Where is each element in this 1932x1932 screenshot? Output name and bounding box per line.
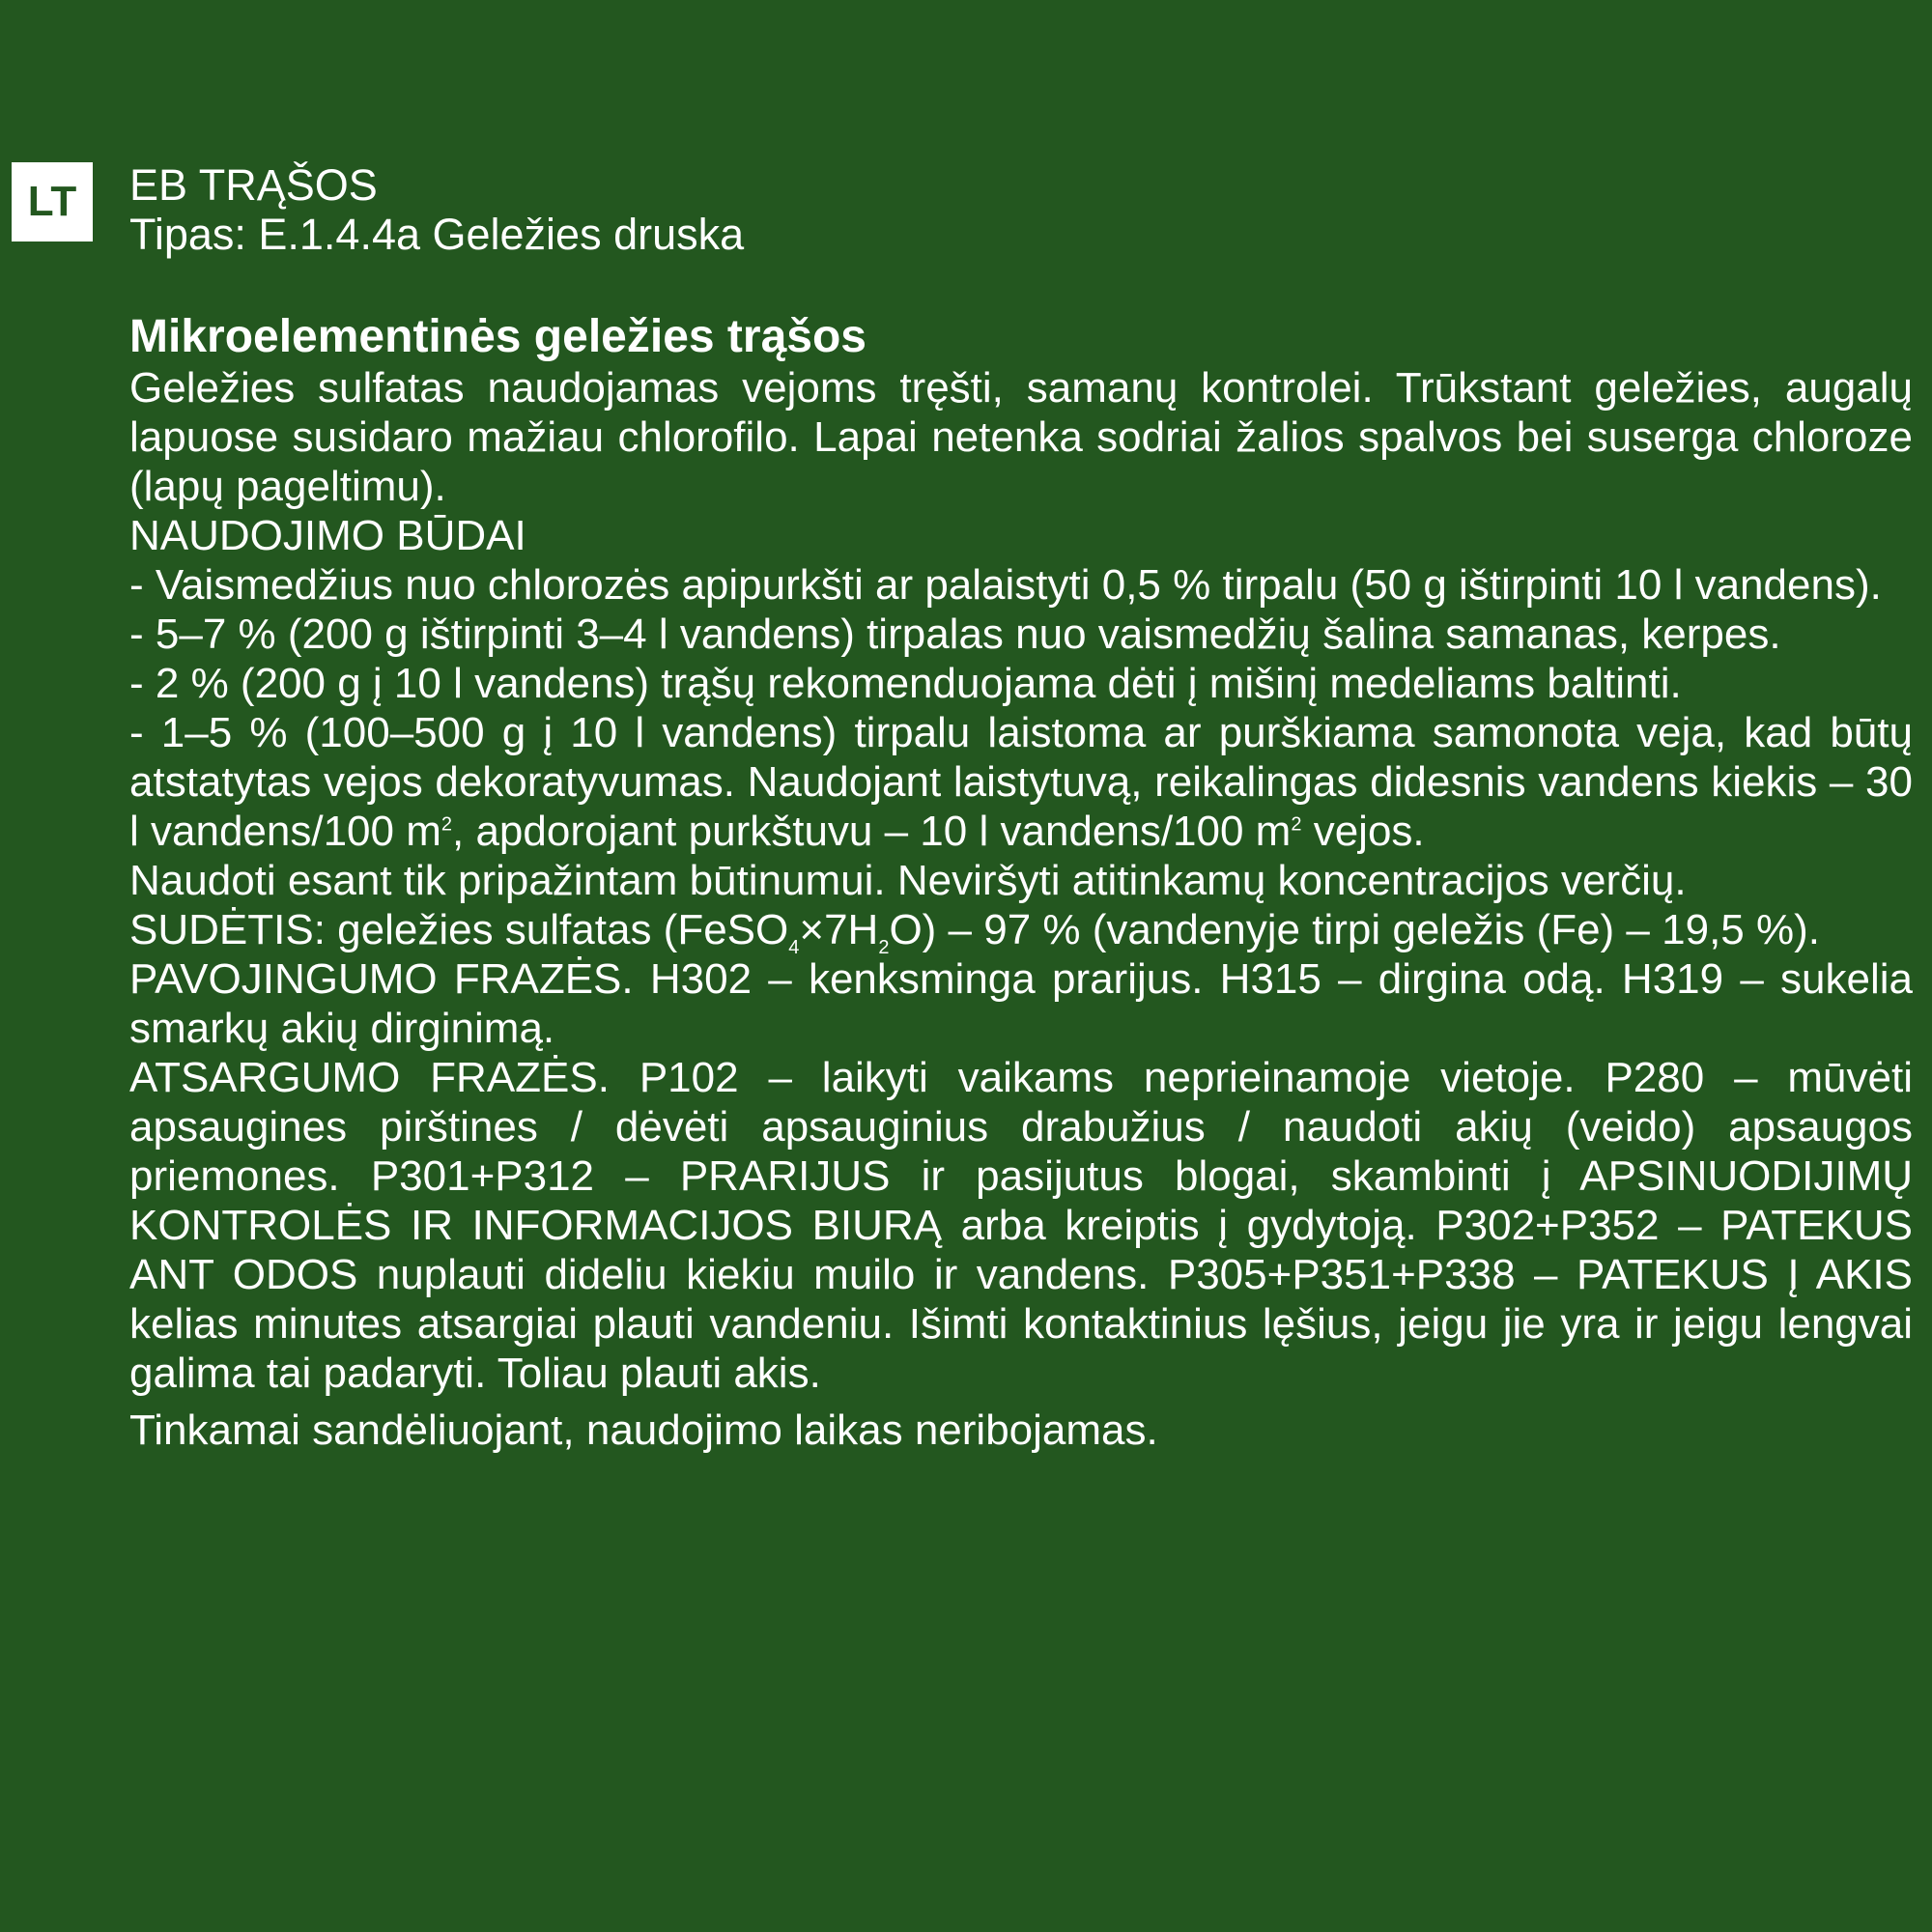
- usage-item: - Vaismedžius nuo chlorozės apipurkšti ar palaistyti 0,5 % tirpalu (50 g ištirpinti 10 l vandens).: [129, 561, 1882, 609]
- fertilizer-category: EB TRĄŠOS: [129, 160, 378, 210]
- label-header: [129, 160, 744, 259]
- usage-heading: NAUDOJIMO BŪDAI: [129, 512, 526, 559]
- label-content: [129, 311, 1913, 1455]
- usage-item: - 2 % (200 g į 10 l vandens) trąšų rekomenduojama dėti į mišinį medeliams baltinti.: [129, 660, 1682, 707]
- composition-text: ×7H: [799, 906, 879, 953]
- superscript: 2: [1291, 813, 1302, 836]
- storage-note: Tinkamai sandėliuojant, naudojimo laikas neribojamas.: [129, 1406, 1158, 1454]
- superscript: 2: [440, 813, 452, 836]
- fertilizer-type: Tipas: E.1.4.4a Geležies druska: [129, 210, 745, 259]
- language-badge: LT: [12, 162, 93, 242]
- usage-text: vejos.: [1301, 808, 1425, 855]
- intro-paragraph: Geležies sulfatas naudojamas vejoms tręšti, samanų kontrolei. Trūkstant geležies, augalų lapuose susidaro mažiau chlorofilo. Lapai netenka sodriai žalios spalvos bei suserga chloroze (lapų pageltimu).: [129, 364, 1913, 510]
- usage-item: - 5–7 % (200 g ištirpinti 3–4 l vandens) tirpalas nuo vaismedžių šalina samanas, kerpes.: [129, 611, 1781, 658]
- product-title: Mikroelementinės geležies trąšos: [129, 311, 867, 362]
- precautionary-statements: ATSARGUMO FRAZĖS. P102 – laikyti vaikams neprieinamoje vietoje. P280 – mūvėti apsaugines pirštines / dėvėti apsauginius drabužius / naudoti akių (veido) apsaugos priemones. P301+P312 – PRARIJUS ir pasijutus blogai, skambinti į APSINUODIJIMŲ KONTROLĖS IR INFORMACIJOS BIURĄ arba kreiptis į gydytoją. P302+P352 – PATEKUS ANT ODOS nuplauti dideliu kiekiu muilo ir vandens. P305+P351+P338 – PATEKUS Į AKIS kelias minutes atsargiai plauti vandeniu. Išimti kontaktinius lęšius, jeigu jie yra ir jeigu lengvai galima tai padaryti. Toliau plauti akis.: [129, 1054, 1913, 1397]
- usage-text: - 1–5 % (100–500 g į 10 l vandens) tirpalu laistoma ar purškiama samonota veja, kad būtų atstatytas vejos dekoratyvumas. Naudojant laistytuvą, reikalingas didesnis vandens kiekis – 30 l vandens/100 m: [129, 709, 1913, 855]
- necessity-note: Naudoti esant tik pripažintam būtinumui. Neviršyti atitinkamų koncentracijos verčių.: [129, 857, 1687, 904]
- subscript: 4: [788, 936, 800, 958]
- composition: [129, 905, 1913, 958]
- usage-text: , apdorojant purkštuvu – 10 l vandens/100 m: [452, 808, 1292, 855]
- subscript: 2: [878, 936, 890, 958]
- composition-text: SUDĖTIS: geležies sulfatas (FeSO: [129, 906, 789, 953]
- composition-text: O) – 97 % (vandenyje tirpi geležis (Fe) – 19,5 %).: [889, 906, 1820, 953]
- usage-item: [129, 708, 1913, 856]
- hazard-statements: PAVOJINGUMO FRAZĖS. H302 – kenksminga prarijus. H315 – dirgina odą. H319 – sukelia smarkų akių dirginimą.: [129, 955, 1913, 1052]
